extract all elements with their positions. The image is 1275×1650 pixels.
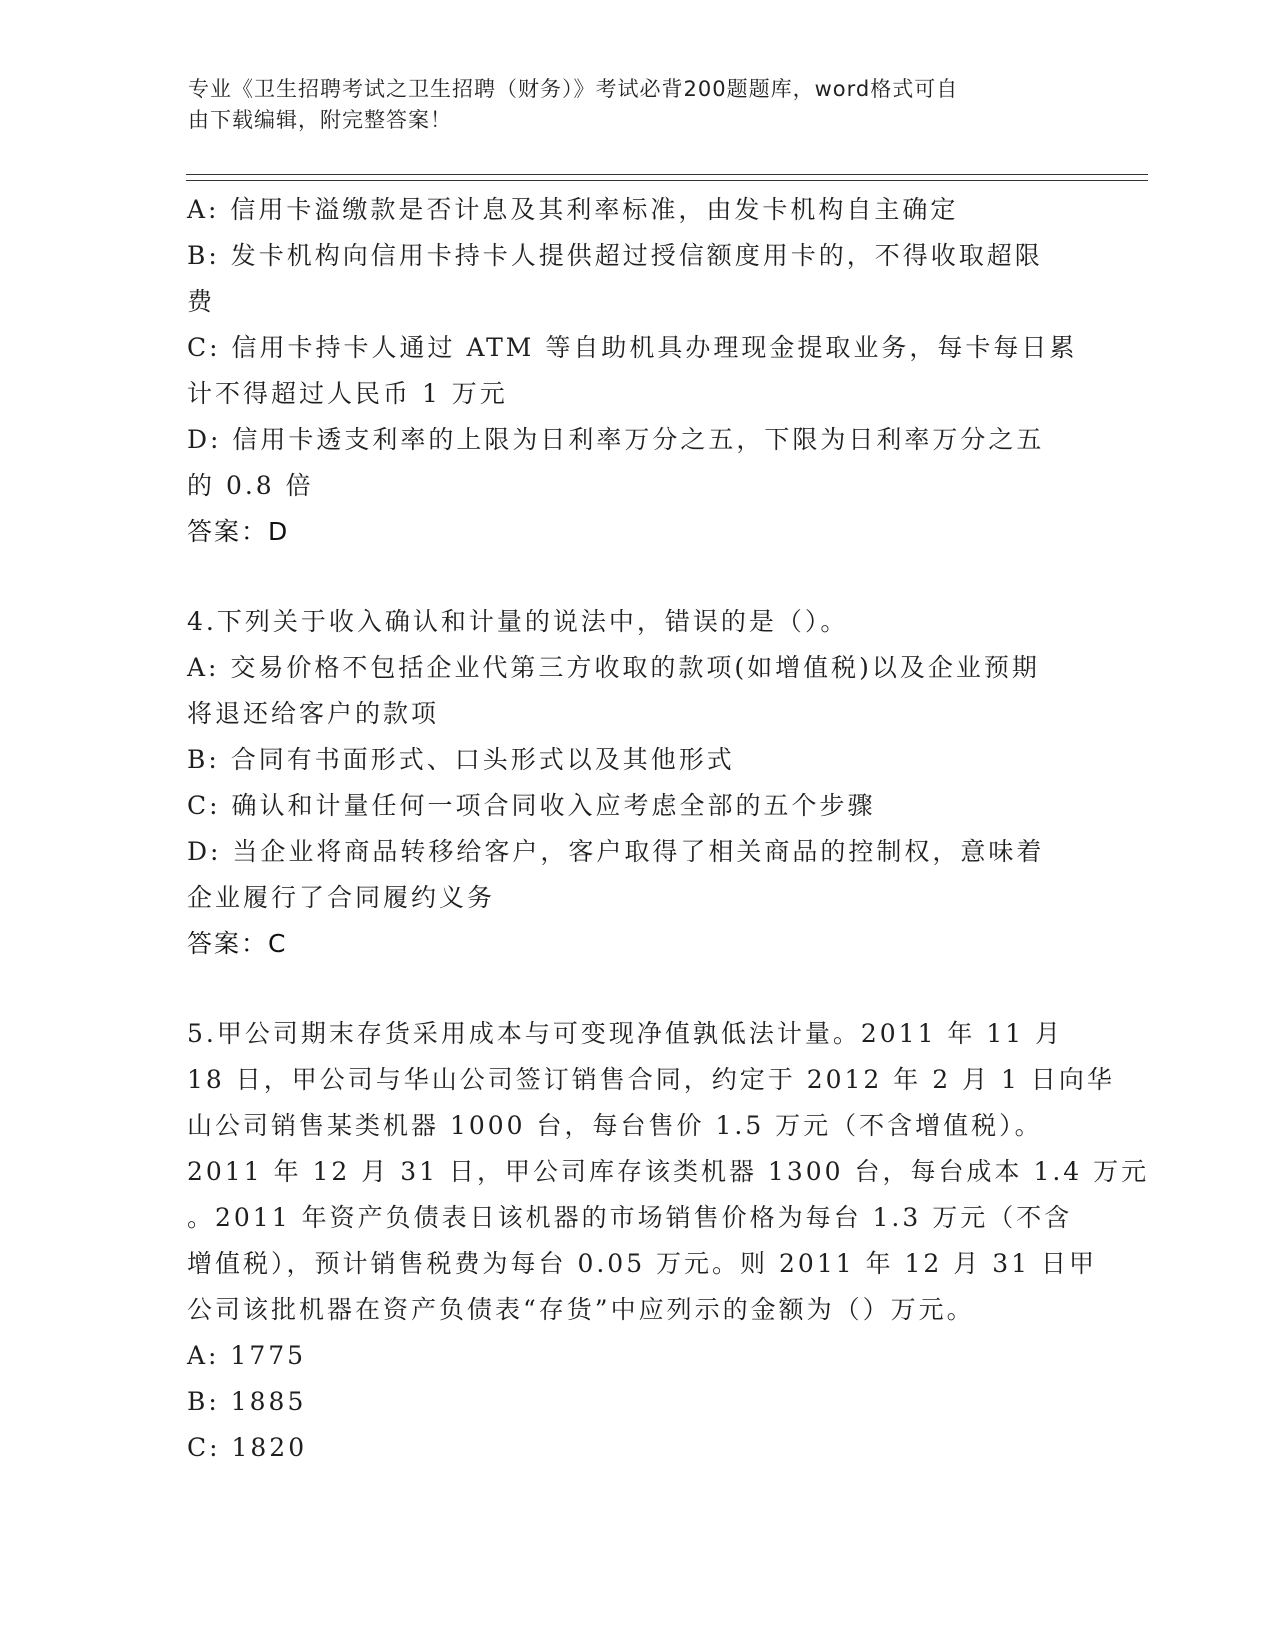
q5-stem-line-3: 山公司销售某类机器 1000 台，每台售价 1.5 万元（不含增值税）。 (187, 1111, 1043, 1140)
q3-option-b-cont: 费 (187, 287, 216, 316)
q5-stem-line-2: 18 日，甲公司与华山公司签订销售合同，约定于 2012 年 2 月 1 日向华 (187, 1065, 1115, 1094)
q3-option-d-cont: 的 0.8 倍 (187, 471, 314, 500)
document-body (187, 187, 1150, 1471)
q3-option-a: A: 信用卡溢缴款是否计息及其利率标准，由发卡机构自主确定 (187, 195, 959, 224)
question-5-block (187, 1011, 1150, 1471)
q4-option-d: D: 当企业将商品转移给客户，客户取得了相关商品的控制权，意味着 (187, 837, 1045, 866)
q5-option-a: A: 1775 (187, 1341, 307, 1370)
q5-stem-line-1: 5.甲公司期末存货采用成本与可变现净值孰低法计量。2011 年 11 月 (187, 1019, 1064, 1048)
spacer (187, 555, 1087, 599)
q3-option-d: D: 信用卡透支利率的上限为日利率万分之五，下限为日利率万分之五 (187, 425, 1045, 454)
q5-option-c: C: 1820 (187, 1433, 308, 1462)
q3-option-c-cont: 计不得超过人民币 1 万元 (187, 379, 508, 408)
q4-answer: 答案：C (187, 929, 288, 958)
header-line-1: 专业《卫生招聘考试之卫生招聘（财务）》考试必背200题题库，word格式可自 (188, 77, 959, 101)
spacer (187, 967, 1087, 1011)
q4-option-a-cont: 将退还给客户的款项 (187, 699, 440, 728)
q5-stem-line-4: 2011 年 12 月 31 日，甲公司库存该类机器 1300 台，每台成本 1.4 万元 (187, 1157, 1150, 1186)
q5-stem-line-7: 公司该批机器在资产负债表“存货”中应列示的金额为（）万元。 (187, 1295, 975, 1324)
q4-option-a: A: 交易价格不包括企业代第三方收取的款项(如增值税)以及企业预期 (187, 653, 1040, 682)
q4-option-b: B: 合同有书面形式、口头形式以及其他形式 (187, 745, 735, 774)
q5-stem-line-5: 。2011 年资产负债表日该机器的市场销售价格为每台 1.3 万元（不含 (187, 1203, 1073, 1232)
q5-option-b: B: 1885 (187, 1387, 307, 1416)
header-divider-top (186, 174, 1148, 175)
question-4-block (187, 599, 1087, 967)
header-divider-bottom (186, 180, 1148, 181)
q3-answer: 答案：D (187, 517, 290, 546)
q5-stem-line-6: 增值税），预计销售税费为每台 0.05 万元。则 2011 年 12 月 31 日甲 (187, 1249, 1097, 1278)
q4-option-d-cont: 企业履行了合同履约义务 (187, 883, 496, 912)
header-line-2: 由下载编辑，附完整答案！ (188, 108, 452, 132)
q4-option-c: C: 确认和计量任何一项合同收入应考虑全部的五个步骤 (187, 791, 876, 820)
question-3-block (187, 187, 1087, 555)
document-header (188, 74, 1068, 136)
q3-option-c: C: 信用卡持卡人通过 ATM 等自助机具办理现金提取业务，每卡每日累 (187, 333, 1078, 362)
q4-stem: 4.下列关于收入确认和计量的说法中，错误的是（）。 (187, 607, 849, 636)
q3-option-b: B: 发卡机构向信用卡持卡人提供超过授信额度用卡的，不得收取超限 (187, 241, 1043, 270)
